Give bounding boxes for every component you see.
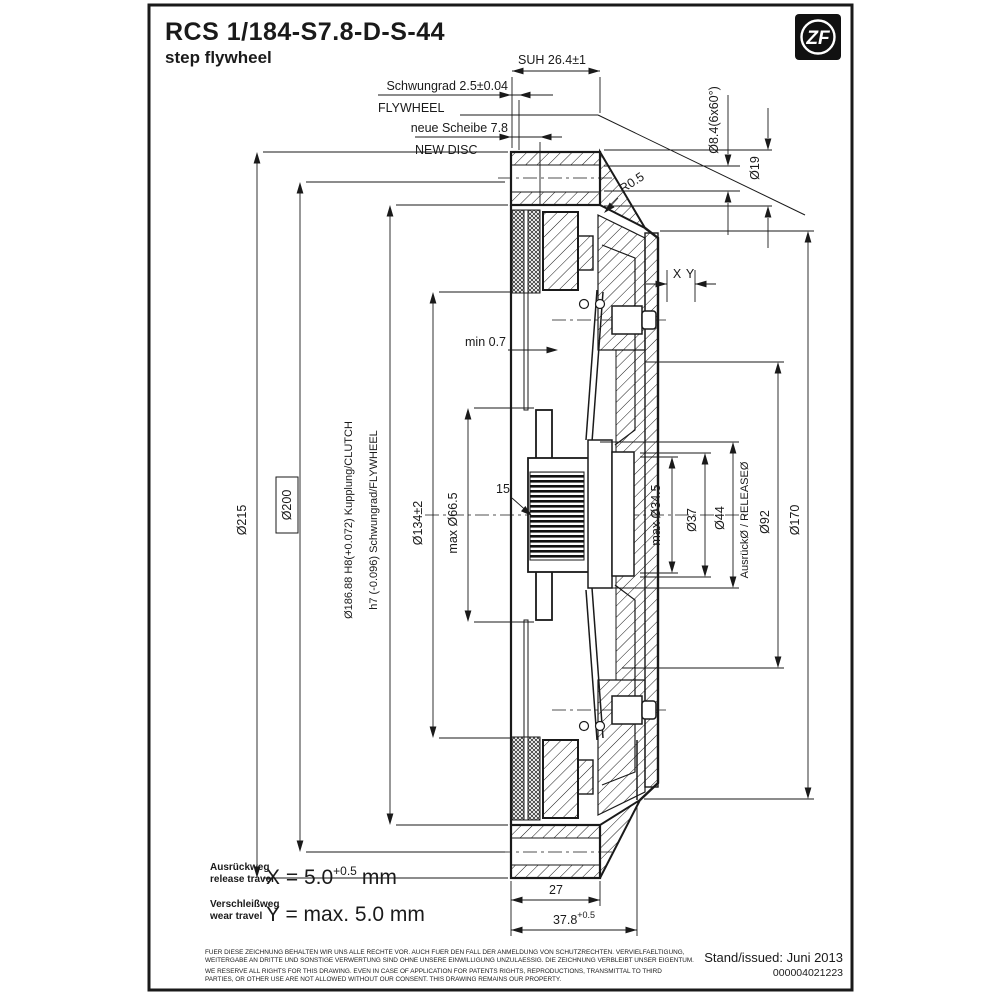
dim-new-disc-de: neue Scheibe 7.8: [410, 121, 508, 135]
release-travel-value: $X = 5.0^{+0.5}$ mm: [266, 864, 397, 889]
dim-d92: Ø92: [758, 510, 772, 534]
legal-notice: [205, 949, 694, 983]
dim-new-disc-en: NEW DISC: [415, 143, 478, 157]
dim-d200: Ø200: [280, 489, 294, 521]
dim-d170: Ø170: [788, 504, 802, 536]
issue-block: [704, 950, 843, 979]
dim-min-07: min 0.7: [465, 335, 506, 349]
dim-y-label: Y: [685, 267, 695, 281]
dim-d134: Ø134±2: [411, 500, 425, 546]
dim-d44: Ø44: [713, 506, 727, 530]
drawing-title: RCS 1/184-S7.8-D-S-44: [165, 18, 446, 46]
dim-flywheel-step-en: FLYWHEEL: [378, 101, 445, 115]
drawing-subtitle: step flywheel: [165, 48, 272, 67]
issue-date: Stand/issued: Juni 2013: [704, 950, 843, 965]
dim-27: 27: [549, 883, 563, 897]
dim-bolt-holes: Ø8.4(6x60°): [707, 86, 721, 154]
drawing-number: 000004021223: [772, 967, 843, 979]
dim-flywheel-step-de: Schwungrad 2.5±0.04: [386, 79, 508, 93]
wear-travel-en: wear travel: [210, 911, 263, 922]
dim-counterbore: Ø19: [748, 156, 762, 180]
zf-logo: [795, 14, 841, 60]
release-travel-de: Ausrückweg: [210, 862, 270, 873]
release-travel-en: release travel: [210, 874, 274, 885]
dim-spline-length: 15: [496, 482, 510, 496]
dim-release: AusrückØ / RELEASEØ: [739, 461, 751, 579]
dim-suh: SUH 26.4±1: [518, 53, 587, 67]
legal-en-2: PARTIES, OR OTHER USE ARE NOT ALLOWED WITHOUT OUR CONSENT. THIS DRAWING REMAINS OUR PROPERTY.: [205, 976, 562, 983]
wear-travel-de: Verschleißweg: [210, 899, 280, 910]
dim-radius: R0.5: [616, 169, 647, 196]
dim-d34: max Ø34.5: [649, 484, 663, 546]
wear-travel-value: Y = max. 5.0 mm: [266, 903, 425, 926]
dim-d186-flywheel: h7 (-0.096) Schwungrad/FLYWHEEL: [368, 430, 380, 610]
legal-en-1: WE RESERVE ALL RIGHTS FOR THIS DRAWING. EVEN IN CASE OF APPLICATION FOR PATENTS RIGHTS, REPRODUCTIONS, TRANSMITTAL TO THIRD: [205, 968, 662, 975]
dim-d66: max Ø66.5: [446, 492, 460, 554]
dim-d215: Ø215: [235, 504, 249, 536]
legal-de-2: WEITERGABE AN DRITTE UND SONSTIGE VERWERTUNG SIND OHNE UNSERE EINWILLIGUNG UNZULAESSIG. DIE ZEICHNUNG VERBLEIBT UNSER EIGENTUM.: [205, 957, 694, 964]
legal-de-1: FUER DIESE ZEICHNUNG BEHALTEN WIR UNS ALLE RECHTE VOR. AUCH FUER DEN FALL DER ANMELDUNG VON SCHUTZRECHTEN. VERVIELFAELTIGUNG,: [205, 949, 685, 956]
dim-d37: Ø37: [685, 508, 699, 532]
travel-notes: [209, 862, 425, 926]
dim-378: $37.8^{+0.5}$: [552, 910, 596, 927]
dim-d186-clutch: Ø186.88 H8(+0.072) Kupplung/CLUTCH: [343, 421, 355, 619]
dim-x-label: X: [672, 267, 682, 281]
zf-logo-text: ZF: [806, 28, 830, 49]
